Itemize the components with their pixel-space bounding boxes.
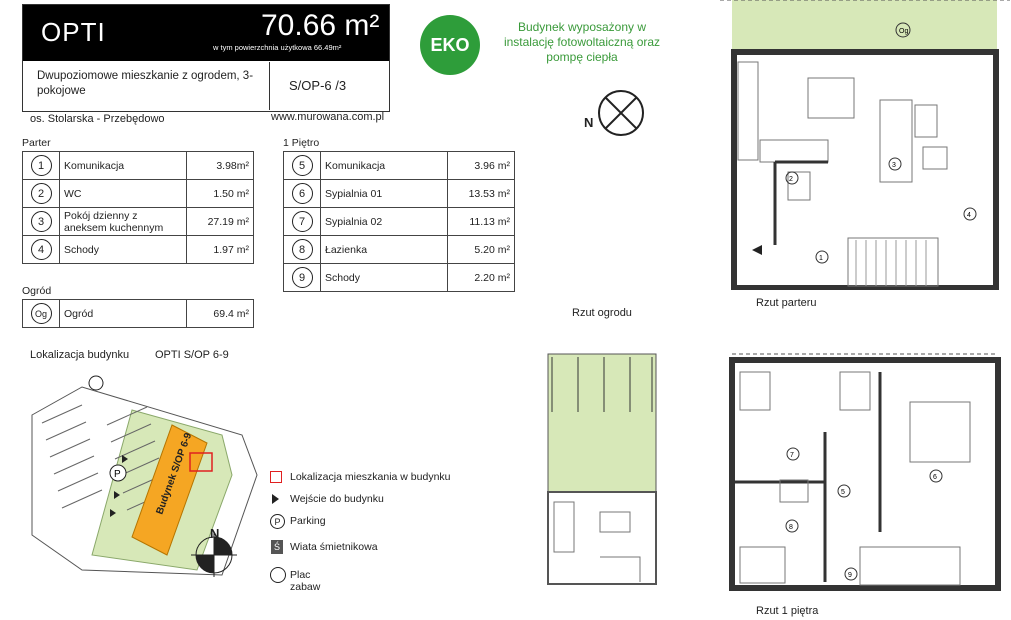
room-name: Sypialnia 01 bbox=[321, 180, 448, 208]
table-row bbox=[284, 208, 515, 236]
location-title: Lokalizacja budynku bbox=[30, 349, 130, 361]
legend-label: Lokalizacja mieszkania w budynku bbox=[290, 471, 451, 483]
room-area: 69.4 m² bbox=[187, 300, 254, 328]
svg-text:Og: Og bbox=[899, 28, 909, 35]
room-area: 5.20 m² bbox=[448, 236, 515, 264]
table-row bbox=[23, 208, 254, 236]
room-number: 9 bbox=[292, 267, 313, 288]
trash-shelter-icon: Ś bbox=[271, 540, 283, 554]
room-name: Sypialnia 02 bbox=[321, 208, 448, 236]
room-number: 8 bbox=[292, 239, 313, 260]
apartment-code: S/OP-6 /3 bbox=[289, 78, 347, 93]
total-area: 70.66 m² bbox=[261, 9, 380, 42]
table-row bbox=[284, 152, 515, 180]
room-number: Og bbox=[31, 303, 52, 324]
eko-badge: EKO bbox=[420, 15, 480, 75]
table-row bbox=[23, 236, 254, 264]
model-name: OPTI bbox=[41, 17, 106, 47]
legend-label: Wejście do budynku bbox=[290, 493, 384, 505]
north-label: N bbox=[210, 526, 220, 541]
room-name: Łazienka bbox=[321, 236, 448, 264]
room-area: 3.98m² bbox=[187, 152, 254, 180]
north-label: N bbox=[584, 115, 594, 130]
playground-icon bbox=[270, 567, 286, 583]
apartment-description: Dwupoziomowe mieszkanie z ogrodem, 3-pokojowe bbox=[37, 70, 254, 97]
room-number: 1 bbox=[31, 155, 52, 176]
parking-icon: P bbox=[270, 514, 285, 529]
room-area: 1.50 m² bbox=[187, 180, 254, 208]
legend-label: Parking bbox=[290, 515, 326, 527]
room-area: 11.13 m² bbox=[448, 208, 515, 236]
room-area: 1.97 m² bbox=[187, 236, 254, 264]
svg-text:5: 5 bbox=[841, 489, 845, 496]
svg-text:6: 6 bbox=[933, 474, 937, 481]
room-name: Pokój dzienny z aneksem kuchennym bbox=[60, 208, 187, 236]
parter-title: Parter bbox=[22, 137, 51, 149]
garden-plan bbox=[540, 352, 665, 587]
svg-text:4: 4 bbox=[967, 212, 971, 219]
pietro-table bbox=[283, 151, 515, 292]
room-area: 3.96 m² bbox=[448, 152, 515, 180]
room-number: 3 bbox=[31, 211, 52, 232]
svg-text:8: 8 bbox=[789, 524, 793, 531]
room-name: Komunikacja bbox=[321, 152, 448, 180]
first-plan-title: Rzut 1 piętra bbox=[756, 605, 819, 617]
entrance-arrow-icon bbox=[272, 494, 279, 504]
ground-plan-title: Rzut parteru bbox=[756, 297, 817, 309]
header-box bbox=[22, 4, 390, 112]
website-link[interactable]: www.murowana.com.pl bbox=[271, 111, 385, 123]
ground-floor-plan bbox=[720, 0, 1010, 290]
compass-icon bbox=[596, 88, 646, 138]
address: os. Stolarska - Przebędowo bbox=[30, 113, 165, 125]
svg-text:1: 1 bbox=[819, 255, 823, 262]
room-name: Komunikacja bbox=[60, 152, 187, 180]
room-number: 7 bbox=[292, 211, 313, 232]
room-area: 27.19 m² bbox=[187, 208, 254, 236]
legend-label: Plac zabaw bbox=[290, 569, 321, 593]
pietro-title: 1 Piętro bbox=[283, 137, 320, 149]
room-number: 5 bbox=[292, 155, 313, 176]
room-name: Schody bbox=[60, 236, 187, 264]
location-building: OPTI S/OP 6-9 bbox=[155, 349, 229, 361]
legend-label: Wiata śmietnikowa bbox=[290, 541, 378, 553]
svg-text:3: 3 bbox=[892, 162, 896, 169]
svg-text:2: 2 bbox=[789, 176, 793, 183]
divider bbox=[269, 62, 270, 110]
site-map bbox=[22, 365, 262, 590]
red-square-icon bbox=[270, 471, 282, 483]
room-number: 4 bbox=[31, 239, 52, 260]
svg-text:P: P bbox=[114, 469, 121, 480]
garden-plan-title: Rzut ogrodu bbox=[572, 307, 632, 319]
table-row bbox=[284, 236, 515, 264]
usable-area: w tym powierzchnia użytkowa 66.49m² bbox=[213, 43, 342, 52]
svg-text:9: 9 bbox=[848, 572, 852, 579]
ogrod-table bbox=[22, 299, 254, 328]
svg-text:7: 7 bbox=[790, 452, 794, 459]
eko-description: Budynek wyposażony w instalację fotowoltaiczną oraz pompę ciepła bbox=[503, 20, 661, 64]
parter-table bbox=[22, 151, 254, 264]
table-row bbox=[23, 152, 254, 180]
room-number: 2 bbox=[31, 183, 52, 204]
room-area: 2.20 m² bbox=[448, 264, 515, 292]
room-area: 13.53 m² bbox=[448, 180, 515, 208]
first-floor-plan bbox=[720, 352, 1010, 592]
table-row bbox=[23, 300, 254, 328]
table-row bbox=[284, 180, 515, 208]
building-label: Budynek S/OP 6-9 bbox=[154, 431, 195, 517]
table-row bbox=[284, 264, 515, 292]
room-number: 6 bbox=[292, 183, 313, 204]
playground-icon bbox=[89, 376, 103, 390]
table-row bbox=[23, 180, 254, 208]
room-name: WC bbox=[60, 180, 187, 208]
room-name: Schody bbox=[321, 264, 448, 292]
ogrod-title: Ogród bbox=[22, 285, 52, 297]
room-name: Ogród bbox=[60, 300, 187, 328]
header-title-bar bbox=[23, 5, 389, 61]
